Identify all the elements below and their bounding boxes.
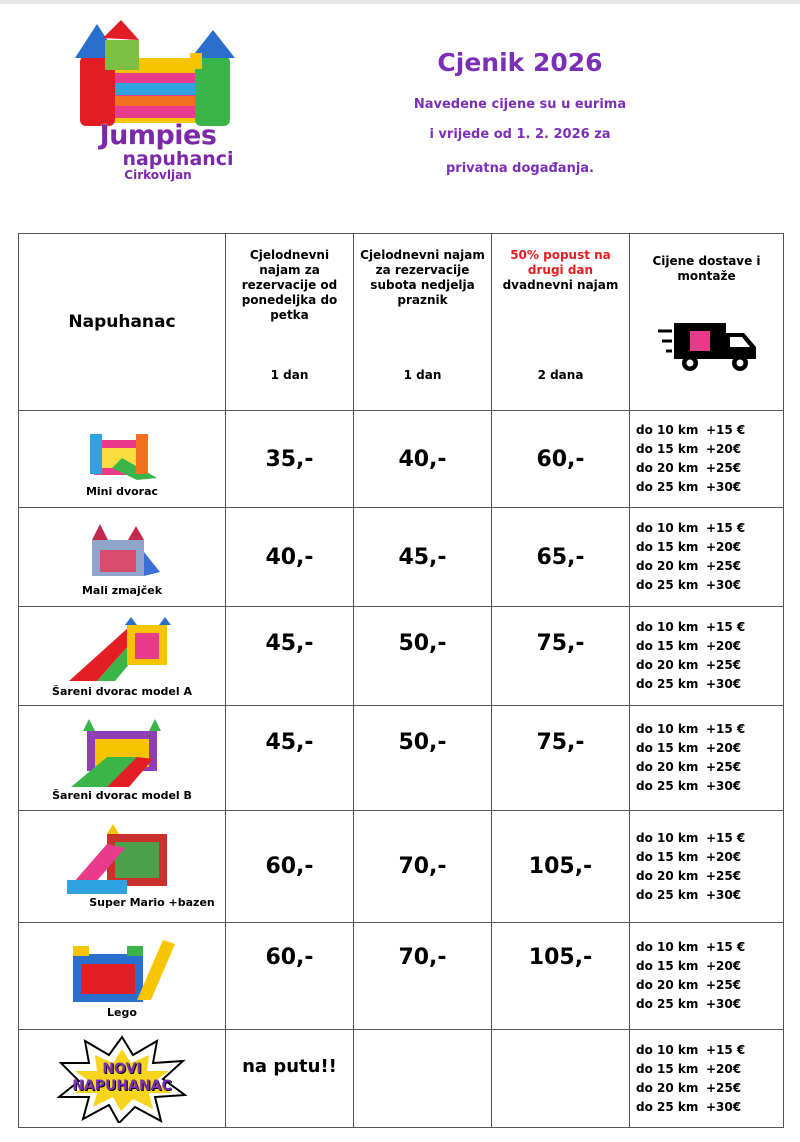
table-row [19, 508, 784, 607]
col-header-weekday: Cjelodnevni najam za rezervacije od ponedeljka do petka 1 dan [226, 234, 354, 411]
price-weekend: 40,- [354, 411, 492, 508]
delivery-prices: do 10 km +15 € do 15 km +20€ do 20 km +25€ do 25 km +30€ [630, 1030, 784, 1128]
table-header-row [19, 234, 784, 411]
mali-zmajcek-image [82, 522, 162, 582]
table-row [19, 411, 784, 508]
header-line-2: i vrijede od 1. 2. 2026 za [429, 127, 611, 142]
price-two-day: 105,- [492, 811, 630, 923]
new-item-badge [57, 1035, 187, 1123]
price-weekday: 40,- [226, 508, 354, 607]
sareni-dvorac-b-image [67, 717, 177, 789]
price-weekend: 50,- [354, 607, 492, 706]
new-item-label: NOVI NAPUHANAC [72, 1060, 172, 1094]
product-name: Šareni dvorac model A [52, 684, 192, 698]
delivery-prices: do 10 km +15 € do 15 km +20€ do 20 km +25€ do 25 km +30€ [630, 811, 784, 923]
product-cell [19, 706, 226, 811]
table-row [19, 1030, 784, 1128]
table-row [19, 706, 784, 811]
super-mario-image [67, 824, 177, 896]
header-line-1: Navedene cijene su u eurima [413, 97, 627, 112]
delivery-truck-icon [658, 319, 758, 377]
sareni-dvorac-a-image [67, 617, 177, 685]
mini-dvorac-image [82, 428, 162, 483]
price-two-day: 60,- [492, 411, 630, 508]
lego-image [67, 934, 177, 1006]
page-title: Cjenik 2026 [437, 48, 603, 77]
product-name: Mali zmajček [81, 583, 163, 597]
col-header-delivery: Cijene dostave i montaže [630, 234, 784, 411]
price-two-day: 105,- [492, 923, 630, 1030]
product-cell [19, 508, 226, 607]
price-weekday: 45,- [226, 607, 354, 706]
price-weekday: 45,- [226, 706, 354, 811]
logo-place: Cirkovljan [124, 168, 192, 182]
empty-cell [492, 1030, 630, 1128]
price-two-day: 65,- [492, 508, 630, 607]
price-weekend: 70,- [354, 923, 492, 1030]
col-header-napuhanac: Napuhanac [19, 234, 226, 411]
delivery-prices: do 10 km +15 € do 15 km +20€ do 20 km +25€ do 25 km +30€ [630, 607, 784, 706]
logo-sub: napuhanci [122, 148, 234, 170]
col-header-two-day: 50% popust na drugi dan dvadnevni najam 2 dana [492, 234, 630, 411]
price-weekday: 60,- [226, 811, 354, 923]
header-line-3: privatna događanja. [445, 161, 594, 176]
table-row [19, 923, 784, 1030]
price-table [18, 233, 784, 1128]
col-header-weekend: Cjelodnevni najam za rezervacije subota nedjelja praznik 1 dan [354, 234, 492, 411]
product-cell [19, 923, 226, 1030]
table-row [19, 811, 784, 923]
price-weekday: 60,- [226, 923, 354, 1030]
product-cell [19, 411, 226, 508]
delivery-prices: do 10 km +15 € do 15 km +20€ do 20 km +25€ do 25 km +30€ [630, 923, 784, 1030]
product-cell [19, 1030, 226, 1128]
discount-note: 50% popust na drugi dan [510, 248, 611, 277]
empty-cell [354, 1030, 492, 1128]
top-divider [0, 0, 800, 4]
delivery-prices: do 10 km +15 € do 15 km +20€ do 20 km +25€ do 25 km +30€ [630, 706, 784, 811]
table-row [19, 607, 784, 706]
delivery-prices: do 10 km +15 € do 15 km +20€ do 20 km +25€ do 25 km +30€ [630, 411, 784, 508]
price-weekend: 45,- [354, 508, 492, 607]
price-two-day: 75,- [492, 607, 630, 706]
product-cell [19, 811, 226, 923]
price-two-day: 75,- [492, 706, 630, 811]
price-weekend: 70,- [354, 811, 492, 923]
price-weekday: 35,- [226, 411, 354, 508]
price-weekend: 50,- [354, 706, 492, 811]
product-name: Mini dvorac [85, 485, 159, 498]
logo-main: Jumpies [99, 120, 217, 151]
delivery-prices: do 10 km +15 € do 15 km +20€ do 20 km +25€ do 25 km +30€ [630, 508, 784, 607]
product-cell [19, 607, 226, 706]
product-name: Super Mario +bazen [89, 896, 215, 909]
product-name: Lego [107, 1005, 137, 1019]
logo-text [68, 122, 248, 182]
product-name: Šareni dvorac model B [52, 788, 192, 802]
coming-soon-text: na putu!! [226, 1030, 354, 1128]
